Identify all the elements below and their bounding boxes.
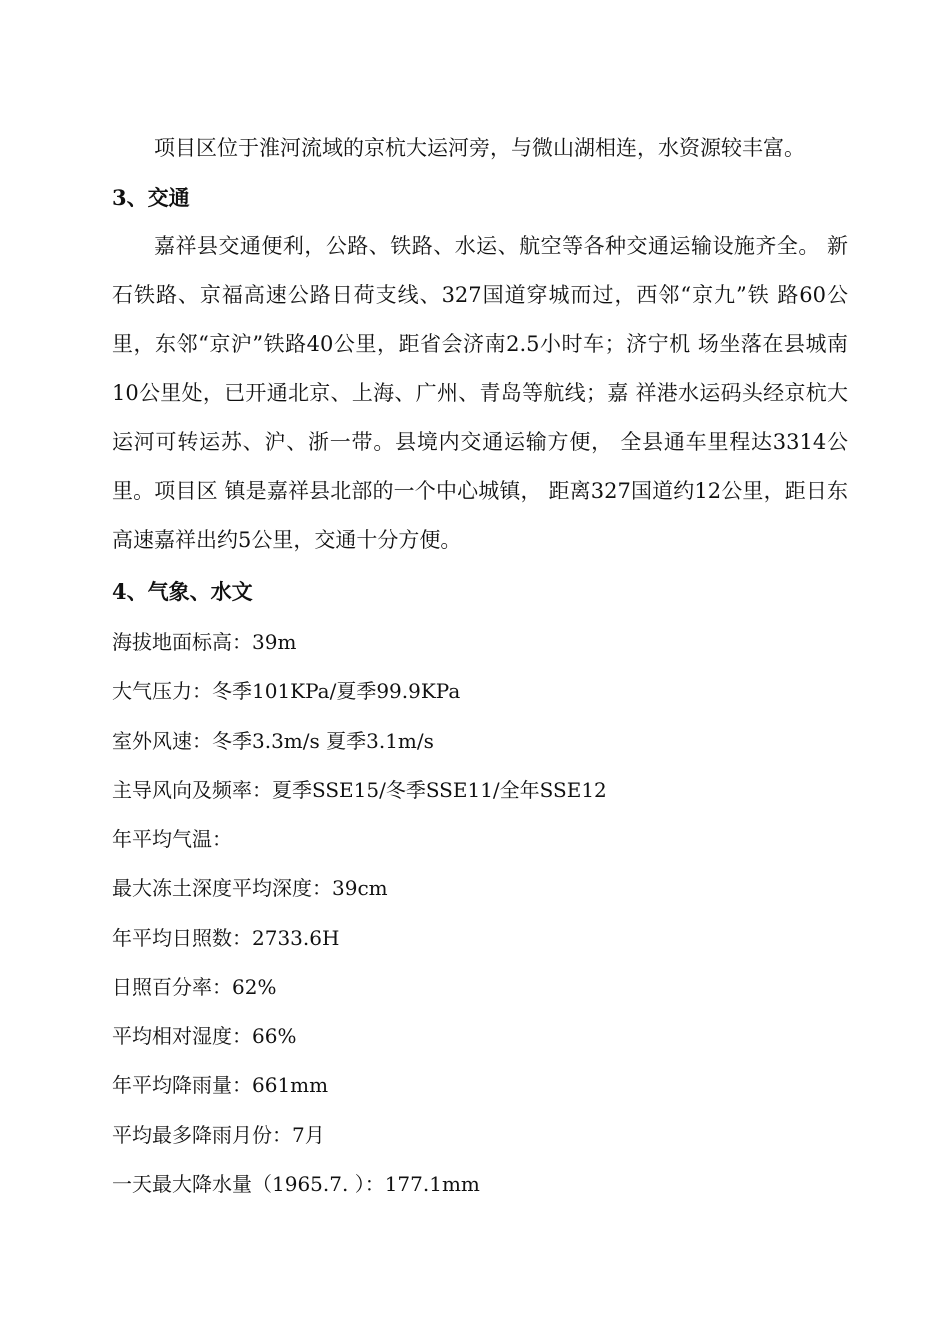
climate-item-air-pressure: 大气压力：冬季101KPa/夏季99.9KPa [112, 679, 461, 703]
section-heading-climate-hydrology: 4、气象、水文 [112, 579, 253, 604]
climate-item-frost-depth: 最大冻土深度平均深度：39cm [112, 876, 388, 900]
climate-item-annual-temperature: 年平均气温： [112, 827, 232, 851]
climate-item-wind-speed: 室外风速：冬季3.3m/s 夏季3.1m/s [112, 729, 434, 753]
transport-paragraph: 嘉祥县交通便利，公路、铁路、水运、航空等各种交通运输设施齐全。 新石铁路、京福高速公路日荷支线、327国道穿城而过，西邻“京九”铁 路60公里，东邻“京沪”铁路40公里，距省会济南2.5小时车；济宁机 场坐落在县城南10公里处，已开通北京、上海、广州、青岛等航线；嘉 祥港水运码头经京杭大运河可转运苏、沪、浙一带。县境内交通运输方便， 全县通车里程达3314公里。项目区 镇是嘉祥县北部的一个中心城镇， 距离327国道约12公里，距日东高速嘉祥出约5公里，交通十分方便。 [112, 234, 848, 552]
climate-item-wind-direction: 主导风向及频率：夏季SSE15/冬季SSE11/全年SSE12 [112, 778, 607, 802]
climate-item-max-daily-precipitation: 一天最大降水量（1965.7. ）：177.1mm [112, 1172, 480, 1196]
climate-item-humidity: 平均相对湿度：66% [112, 1024, 297, 1048]
water-resources-paragraph: 项目区位于淮河流域的京杭大运河旁，与微山湖相连，水资源较丰富。 [154, 136, 805, 160]
climate-item-elevation: 海拔地面标高：39m [112, 630, 297, 654]
climate-item-sunshine-rate: 日照百分率：62% [112, 975, 277, 999]
climate-item-annual-rainfall: 年平均降雨量：661mm [112, 1073, 329, 1097]
climate-item-sunshine-hours: 年平均日照数：2733.6H [112, 926, 340, 950]
section-heading-transport: 3、交通 [112, 185, 190, 210]
climate-item-rainiest-month: 平均最多降雨月份：7月 [112, 1123, 325, 1147]
